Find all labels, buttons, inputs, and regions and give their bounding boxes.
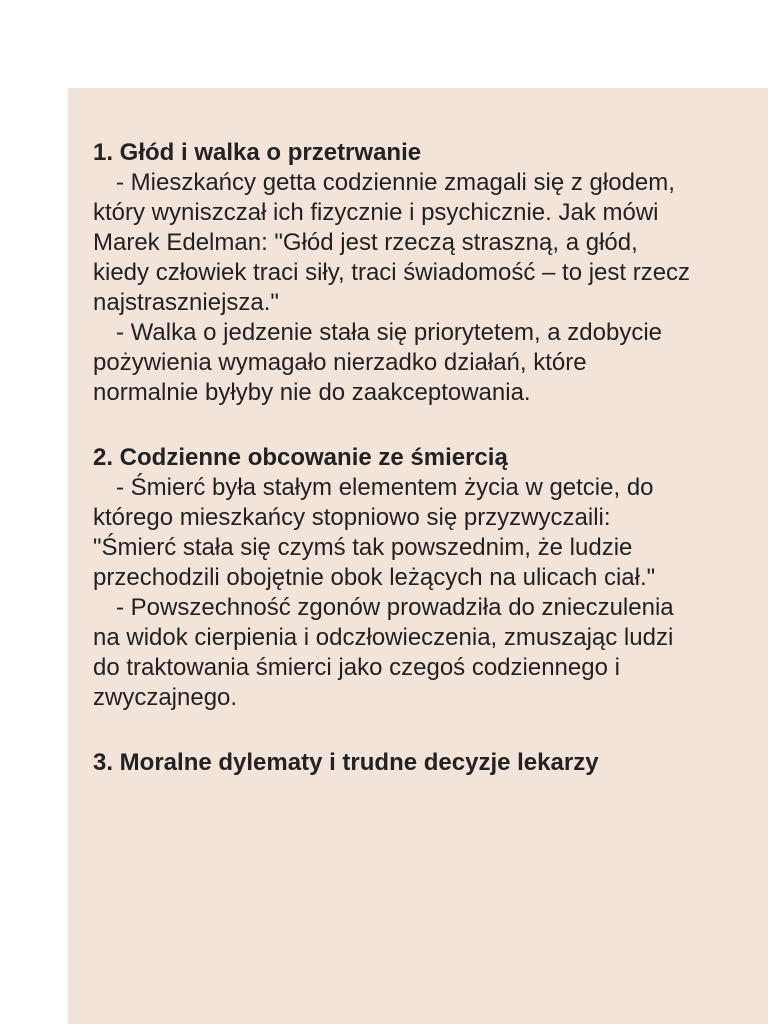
section-paragraph: - Walka o jedzenie stała się priorytetem, a zdobycie pożywienia wymagało nierzadko działań, które normalnie byłyby nie do zaakceptowania. (93, 319, 663, 406)
section-paragraph: - Śmierć była stałym elementem życia w getcie, do którego mieszkańcy stopniowo się przyzwyczaili: "Śmierć stała się czymś tak powszednim, że ludzie przechodzili obojętnie obok leżących na ulicach ciał." (93, 474, 656, 591)
section-heading: 1. Głód i walka o przetrwanie (93, 139, 422, 166)
section-heading: 3. Moralne dylematy i trudne decyzje lekarzy (93, 749, 599, 776)
section-death (93, 443, 693, 713)
document-content (93, 138, 693, 813)
section-hunger (93, 138, 693, 408)
section-moral-dilemmas (93, 748, 693, 778)
section-paragraph: - Powszechność zgonów prowadziła do znieczulenia na widok cierpienia i odczłowieczenia, zmuszając ludzi do traktowania śmierci jako czegoś codziennego i zwyczajnego. (93, 594, 674, 711)
section-heading: 2. Codzienne obcowanie ze śmiercią (93, 444, 508, 471)
section-paragraph: - Mieszkańcy getta codziennie zmagali się z głodem, który wyniszczał ich fizycznie i psychicznie. Jak mówi Marek Edelman: "Głód jest rzeczą straszną, a głód, kiedy człowiek traci siły, traci świadomość – to jest rzecz najstraszniejsza." (93, 169, 691, 316)
document-panel (68, 88, 768, 1024)
